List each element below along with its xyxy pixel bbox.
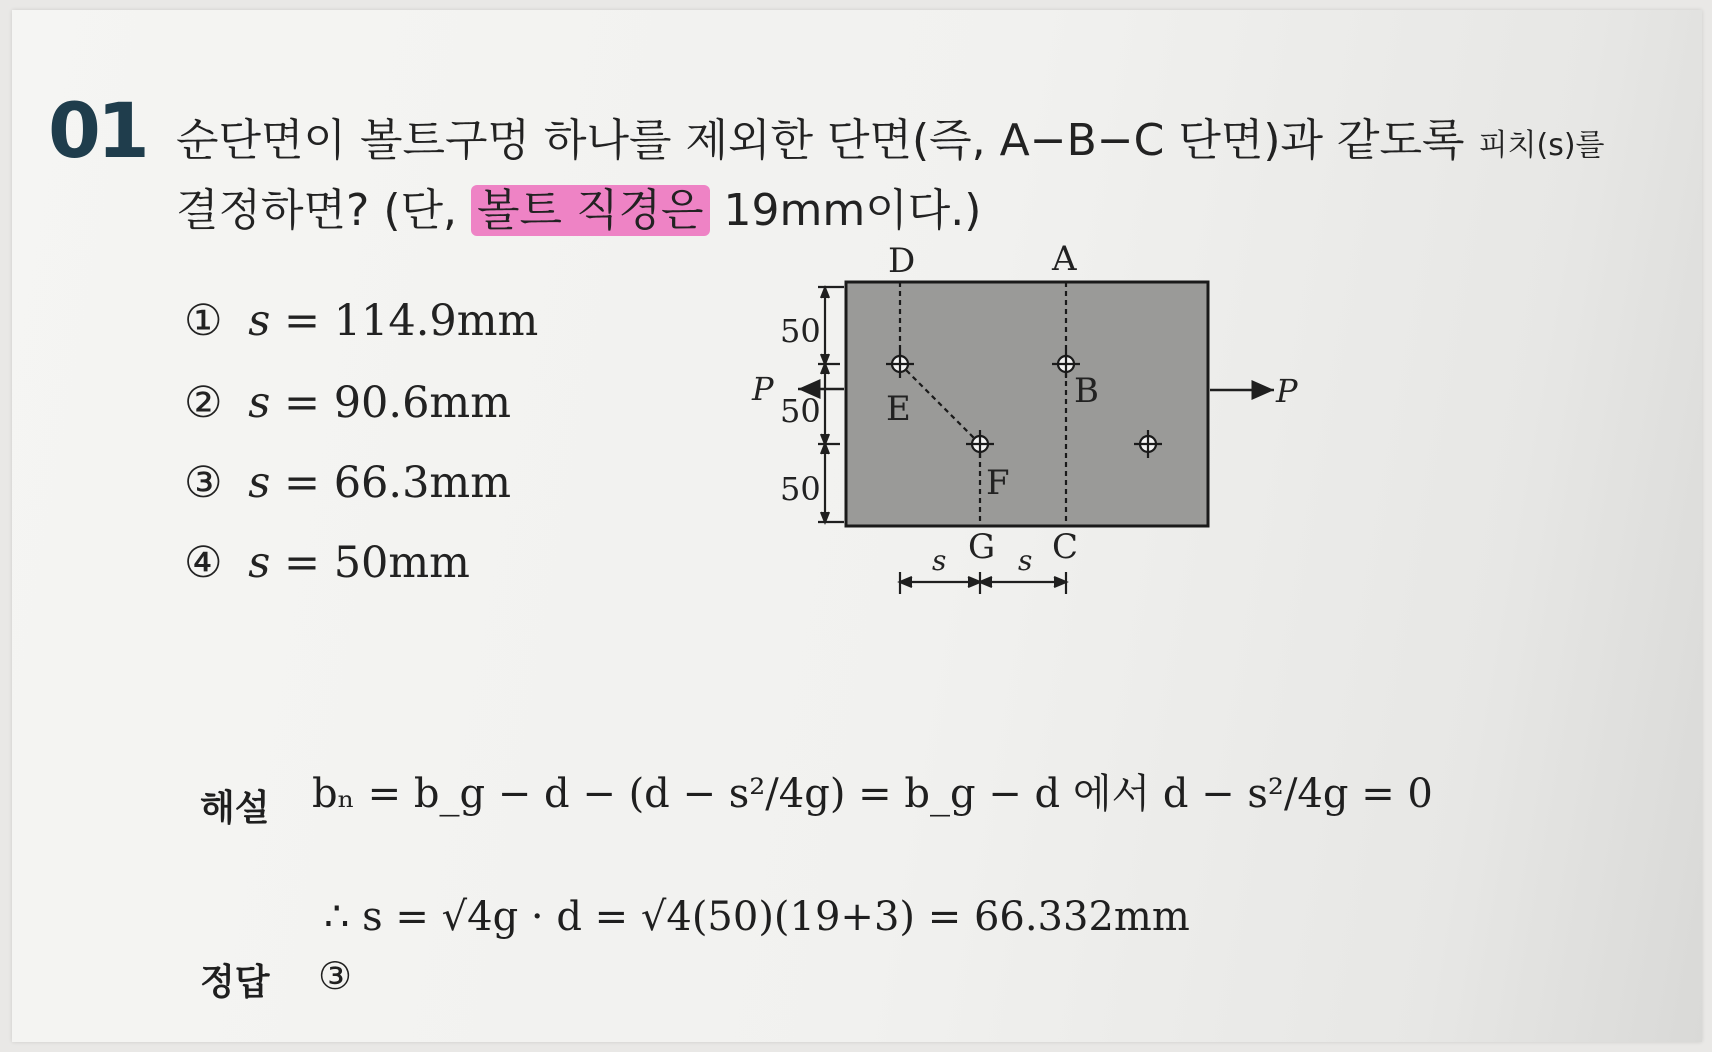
pitch-label-1: s [932, 544, 947, 577]
point-label-g: G [968, 527, 996, 567]
choice-value: 114.9mm [333, 296, 539, 346]
choice-marker: ① [184, 296, 223, 346]
point-label-b: B [1074, 371, 1099, 411]
force-label-left: P [752, 370, 774, 408]
point-label-a: A [1052, 239, 1077, 279]
pitch-dimension-line [900, 572, 1066, 594]
choice-2[interactable] [184, 378, 511, 428]
force-label-right: P [1276, 372, 1298, 410]
choice-equals: = [283, 458, 321, 508]
point-label-d: D [888, 241, 916, 281]
choice-value: 90.6mm [333, 378, 511, 428]
choice-variable: s [248, 458, 271, 508]
question-line1-tail: 피치(s)를 [1478, 128, 1605, 163]
dimension-label-2: 50 [780, 392, 821, 430]
answer-value: ③ [318, 954, 353, 998]
choice-equals: = [283, 378, 321, 428]
choice-variable: s [248, 378, 271, 428]
dimension-line-vertical [818, 287, 844, 522]
bolt-plate-diagram [752, 239, 1422, 654]
question-line1-main: 순단면이 볼트구멍 하나를 제외한 단면(즉, A−B−C 단면)과 같도록 [176, 115, 1465, 166]
point-label-f: F [986, 463, 1010, 503]
choice-1[interactable] [184, 296, 538, 346]
choice-equals: = [283, 538, 321, 588]
choice-marker: ③ [184, 458, 223, 508]
question-text-line2 [176, 174, 981, 238]
point-label-e: E [886, 389, 911, 429]
choice-value: 50mm [333, 538, 470, 588]
question-line2-pre: 결정하면? (단, [176, 185, 471, 236]
solution-label: 해설 [200, 788, 270, 829]
choice-value: 66.3mm [333, 458, 511, 508]
pitch-label-2: s [1018, 544, 1033, 577]
point-label-c: C [1052, 527, 1079, 567]
question-text-line1 [176, 104, 1605, 168]
solution-formula-line2: ∴ s = √4g · d = √4(50)(19+3) = 66.332mm [324, 894, 1190, 940]
answer-label: 정답 [200, 962, 270, 1003]
choice-variable: s [248, 538, 271, 588]
choice-3[interactable] [184, 458, 511, 508]
textbook-page [12, 10, 1702, 1042]
dimension-label-3: 50 [780, 470, 821, 508]
choice-variable: s [248, 296, 271, 346]
choice-4[interactable] [184, 538, 470, 588]
choice-equals: = [283, 296, 321, 346]
dimension-label-1: 50 [780, 312, 821, 350]
question-number: 01 [48, 86, 146, 175]
solution-formula-line1: bₙ = b_g − d − (d − s²/4g) = b_g − d 에서 d − s²/4g = 0 [312, 771, 1433, 817]
choice-marker: ④ [184, 538, 223, 588]
choice-marker: ② [184, 378, 223, 428]
highlighted-phrase: 볼트 직경은 [471, 185, 710, 236]
question-line2-post: 19mm이다.) [709, 185, 982, 236]
